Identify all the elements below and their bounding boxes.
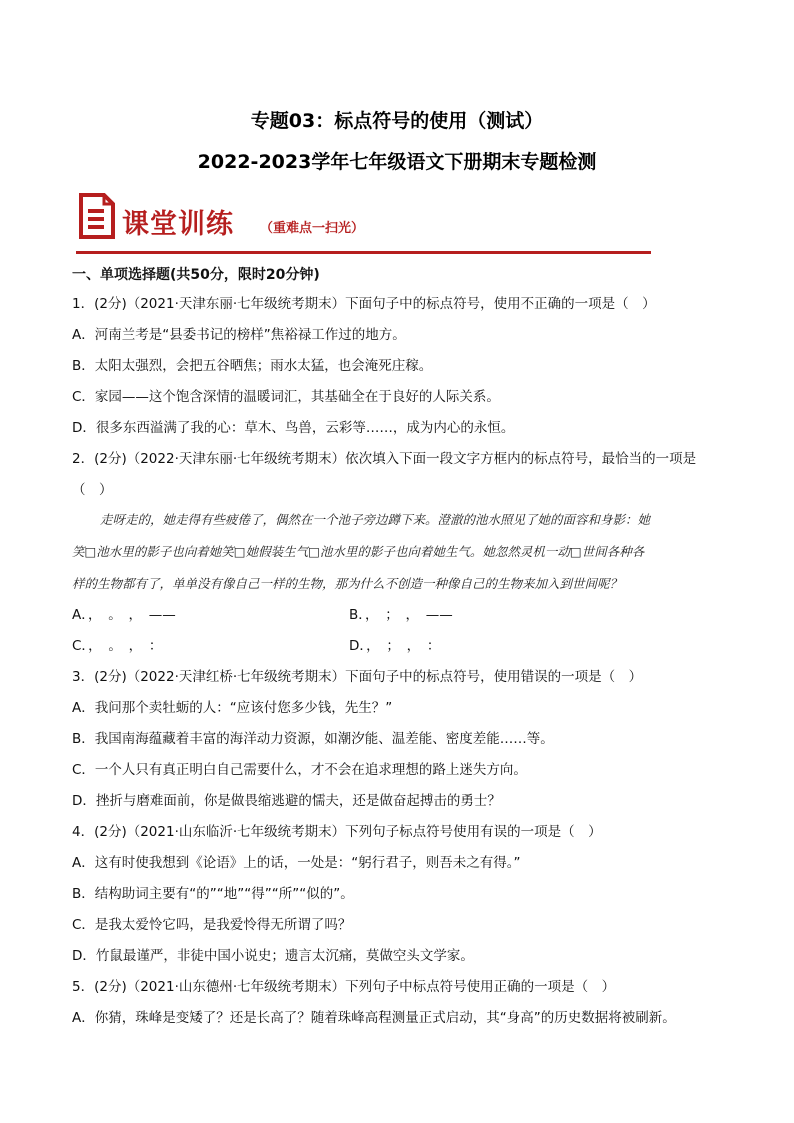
banner-title: 课堂训练 [122,209,234,240]
section-banner [76,190,651,256]
page-title: 专题03：标点符号的使用（测试） [250,110,544,132]
question-1-option-b[interactable]: B．太阳太强烈，会把五谷晒焦；雨水太猛，也会淹死庄稼。 [72,358,433,374]
question-3-option-d[interactable]: D．挫折与磨难面前，你是做畏缩逃避的懦夫，还是做奋起搏击的勇士？ [72,793,501,809]
question-2-passage-line-1: 走呀走的，她走得有些疲倦了，偶然在一个池子旁边蹲下来。澄澈的池水照见了她的面容和身影：她 [100,512,651,527]
question-2-stem-cont: （ ） [72,482,113,498]
question-2-option-d[interactable]: D．， ； ， ： [349,638,441,654]
question-5-stem: 5．(2分)（2021·山东德州·七年级统考期末）下列句子中标点符号使用正确的一项是（ ） [72,979,616,995]
question-4-option-d[interactable]: D．竹鼠最谨严，非徒中国小说史；遗言太沉痛，莫做空头文学家。 [72,948,474,964]
question-2-option-a[interactable]: A．， 。 ， —— [72,607,176,623]
page-subtitle: 2022-2023学年七年级语文下册期末专题检测 [197,151,597,173]
question-4-stem: 4．(2分)（2021·山东临沂·七年级统考期末）下列句子标点符号使用有误的一项是（ ） [72,824,602,840]
question-2-passage-line-3: 样的生物都有了，单单没有像自己一样的生物，那为什么不创造一种像自己的生物来加入到世间呢？ [72,576,623,591]
question-3-stem: 3．(2分)（2022·天津红桥·七年级统考期末）下面句子中的标点符号，使用错误的一项是（ ） [72,669,643,685]
question-1-stem: 1．(2分)（2021·天津东丽·七年级统考期末）下面句子中的标点符号，使用不正确的一项是（ ） [72,296,656,312]
question-1-option-a[interactable]: A．河南兰考是“县委书记的榜样”焦裕禄工作过的地方。 [72,327,406,343]
banner-divider [76,251,651,254]
question-2-stem: 2．(2分)（2022·天津东丽·七年级统考期末）依次填入下面一段文字方框内的标点符号，最恰当的一项是 [72,451,697,467]
question-3-option-c[interactable]: C．一个人只有真正明白自己需要什么，才不会在追求理想的路上迷失方向。 [72,762,527,778]
question-3-option-b[interactable]: B．我国南海蕴藏着丰富的海洋动力资源，如潮汐能、温差能、密度差能……等。 [72,731,554,747]
question-3-option-a[interactable]: A．我问那个卖牡蛎的人：“应该付您多少钱，先生？” [72,700,393,716]
question-1-option-c[interactable]: C．家园——这个饱含深情的温暖词汇，其基础全在于良好的人际关系。 [72,389,500,405]
question-5-option-a[interactable]: A．你猜，珠峰是变矮了？还是长高了？随着珠峰高程测量正式启动，其“身高”的历史数据将被刷新。 [72,1010,676,1026]
question-1-option-d[interactable]: D．很多东西溢满了我的心：草木、鸟兽，云彩等……，成为内心的永恒。 [72,420,515,436]
document-icon [78,192,116,240]
question-4-option-a[interactable]: A．这有时使我想到《论语》上的话，一处是：“躬行君子，则吾未之有得。” [72,855,521,871]
banner-subtitle: （重难点一扫光） [260,221,365,236]
question-2-passage-line-2: 笑□池水里的影子也向着她笑□她假装生气□池水里的影子也向着她生气。她忽然灵机一动□世间各种各 [72,544,645,559]
question-2-option-b[interactable]: B．， ； ， —— [349,607,453,623]
section-heading: 一、单项选择题(共50分，限时20分钟) [72,267,320,283]
question-4-option-b[interactable]: B．结构助词主要有“的”“地”“得”“所”“似的”。 [72,886,354,902]
question-4-option-c[interactable]: C．是我太爱怜它吗，是我爱怜得无所谓了吗？ [72,917,352,933]
question-2-option-c[interactable]: C．， 。 ， ： [72,638,163,654]
